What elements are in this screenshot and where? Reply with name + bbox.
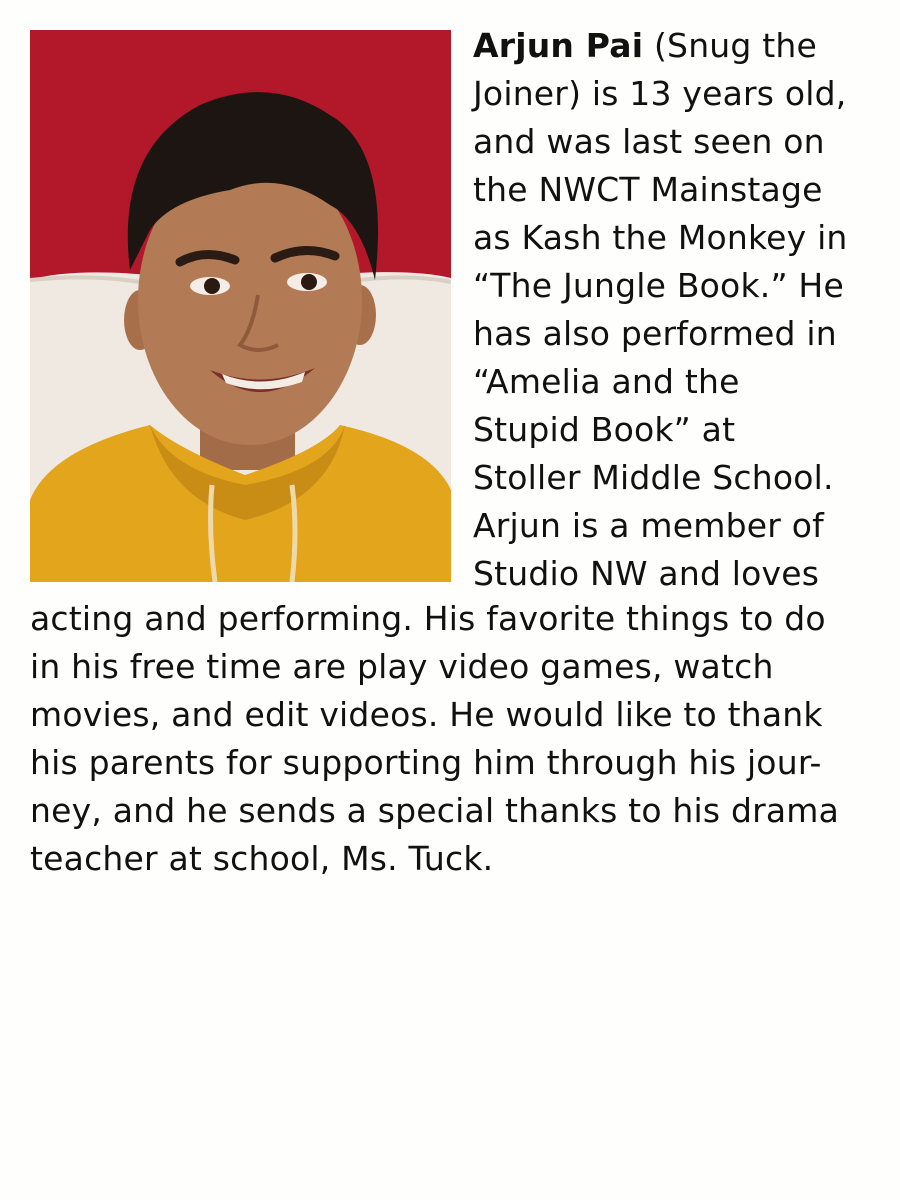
bio-line-3: and was last seen on (473, 122, 825, 161)
bio-line-17: ney, and he sends a special thanks to his drama (30, 791, 840, 830)
bio-line-16: his parents for supporting him through his jour- (30, 743, 822, 782)
bio-line-10: Stoller Middle School. (473, 458, 834, 497)
bio-line-1 (473, 26, 818, 65)
bio-line-2: Joiner) is 13 years old, (473, 74, 847, 113)
bio-line-11: Arjun is a member of (473, 506, 824, 545)
bio-line-13: acting and performing. His favorite things to do (30, 599, 826, 638)
portrait-photo (30, 30, 451, 582)
bio-line-15: movies, and edit videos. He would like to thank (30, 695, 823, 734)
bio-line-14: in his free time are play video games, watch (30, 647, 774, 686)
bio-line-18: teacher at school, Ms. Tuck. (30, 839, 494, 878)
bio-line-6: “The Jungle Book.” He (473, 266, 844, 305)
bio-line-9: Stupid Book” at (473, 410, 736, 449)
bio-line-7: has also performed in (473, 314, 837, 353)
actor-name: Arjun Pai (473, 26, 644, 65)
bio-line-12: Studio NW and loves (473, 554, 820, 593)
bio-line-8: “Amelia and the (473, 362, 740, 401)
bio-text: (Snug the (643, 26, 818, 65)
bio-line-4: the NWCT Mainstage (473, 170, 823, 209)
bio-line-5: as Kash the Monkey in (473, 218, 848, 257)
